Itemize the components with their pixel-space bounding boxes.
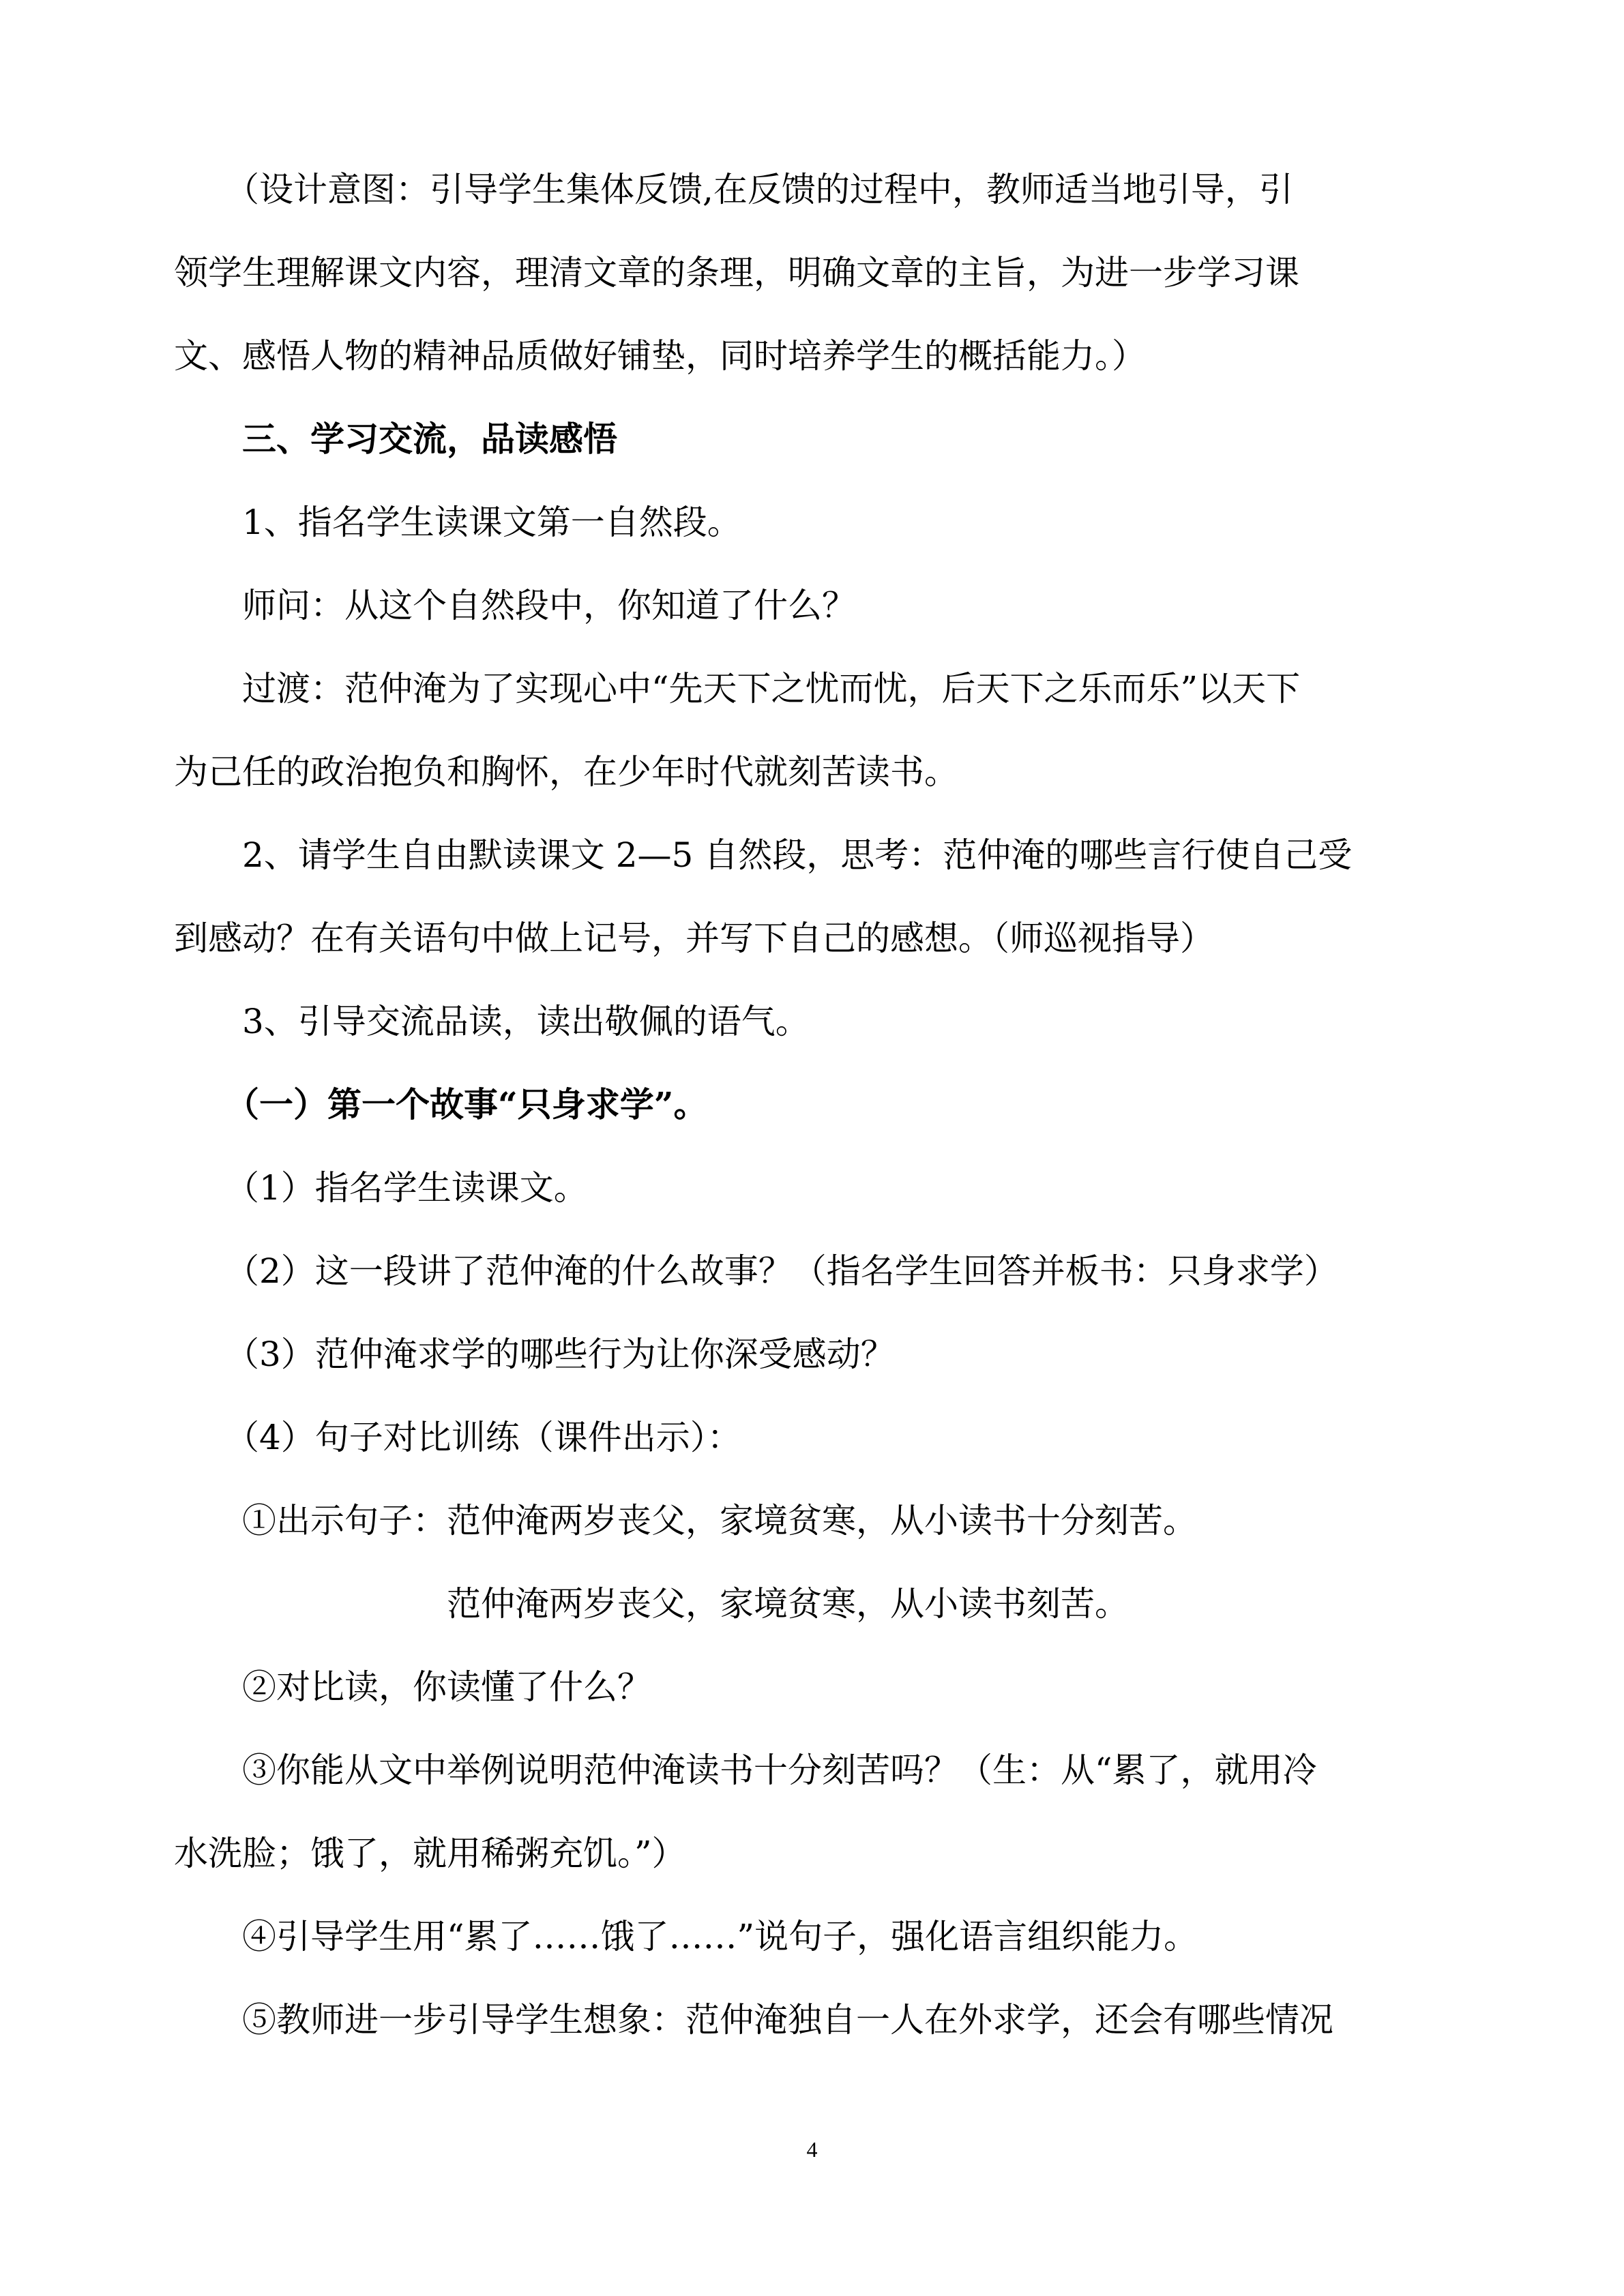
step-2-line-2: 到感动？在有关语句中做上记号，并写下自己的感想。（师巡视指导） bbox=[174, 919, 1214, 958]
sub-item-5: ⑤教师进一步引导学生想象：范仲淹独自一人在外求学，还会有哪些情况 bbox=[174, 2000, 1333, 2040]
step-1: 1、指名学生读课文第一自然段。 bbox=[174, 503, 741, 542]
transition-line-1: 过渡：范仲淹为了实现心中“先天下之忧而忧，后天下之乐而乐”以天下 bbox=[174, 669, 1301, 709]
paragraph-design-intent-line-2: 领学生理解课文内容，理清文章的条理，明确文章的主旨，为进一步学习课 bbox=[174, 253, 1299, 293]
teacher-question: 师问：从这个自然段中，你知道了什么？ bbox=[174, 586, 856, 625]
item-1: （1）指名学生读课文。 bbox=[174, 1168, 588, 1208]
sub-item-3-line-1: ③你能从文中举例说明范仲淹读书十分刻苦吗？（生：从“累了，就用冷 bbox=[174, 1750, 1317, 1790]
item-2: （2）这一段讲了范仲淹的什么故事？（指名学生回答并板书：只身求学） bbox=[174, 1251, 1338, 1291]
sub-item-3-line-2: 水洗脸；饿了，就用稀粥充饥。”） bbox=[174, 1834, 686, 1873]
step-3: 3、引导交流品读，读出敬佩的语气。 bbox=[174, 1002, 810, 1041]
transition-line-2: 为己任的政治抱负和胸怀，在少年时代就刻苦读书。 bbox=[174, 752, 958, 792]
step-2-line-1: 2、请学生自由默读课文 2—5 自然段，思考：范仲淹的哪些言行使自己受 bbox=[174, 835, 1353, 875]
story-1-heading: （一）第一个故事“只身求学”。 bbox=[174, 1084, 708, 1124]
item-4: （4）句子对比训练（课件出示）： bbox=[174, 1418, 741, 1457]
page-number: 4 bbox=[806, 2137, 818, 2162]
sub-item-2: ②对比读，你读懂了什么？ bbox=[174, 1667, 651, 1707]
paragraph-design-intent-line-1: （设计意图：引导学生集体反馈,在反馈的过程中，教师适当地引导，引 bbox=[174, 170, 1293, 209]
paragraph-design-intent-line-3: 文、感悟人物的精神品质做好铺垫，同时培养学生的概括能力。） bbox=[174, 336, 1146, 376]
sub-item-1: ①出示句子：范仲淹两岁丧父，家境贫寒，从小读书十分刻苦。 bbox=[174, 1501, 1197, 1540]
sub-item-1-comparison: 范仲淹两岁丧父，家境贫寒，从小读书刻苦。 bbox=[174, 1584, 1129, 1624]
sub-item-4: ④引导学生用“累了……饿了……”说句子，强化语言组织能力。 bbox=[174, 1917, 1198, 1956]
section-heading-3: 三、学习交流，品读感悟 bbox=[174, 419, 617, 459]
item-3: （3）范仲淹求学的哪些行为让你深受感动？ bbox=[174, 1335, 895, 1374]
